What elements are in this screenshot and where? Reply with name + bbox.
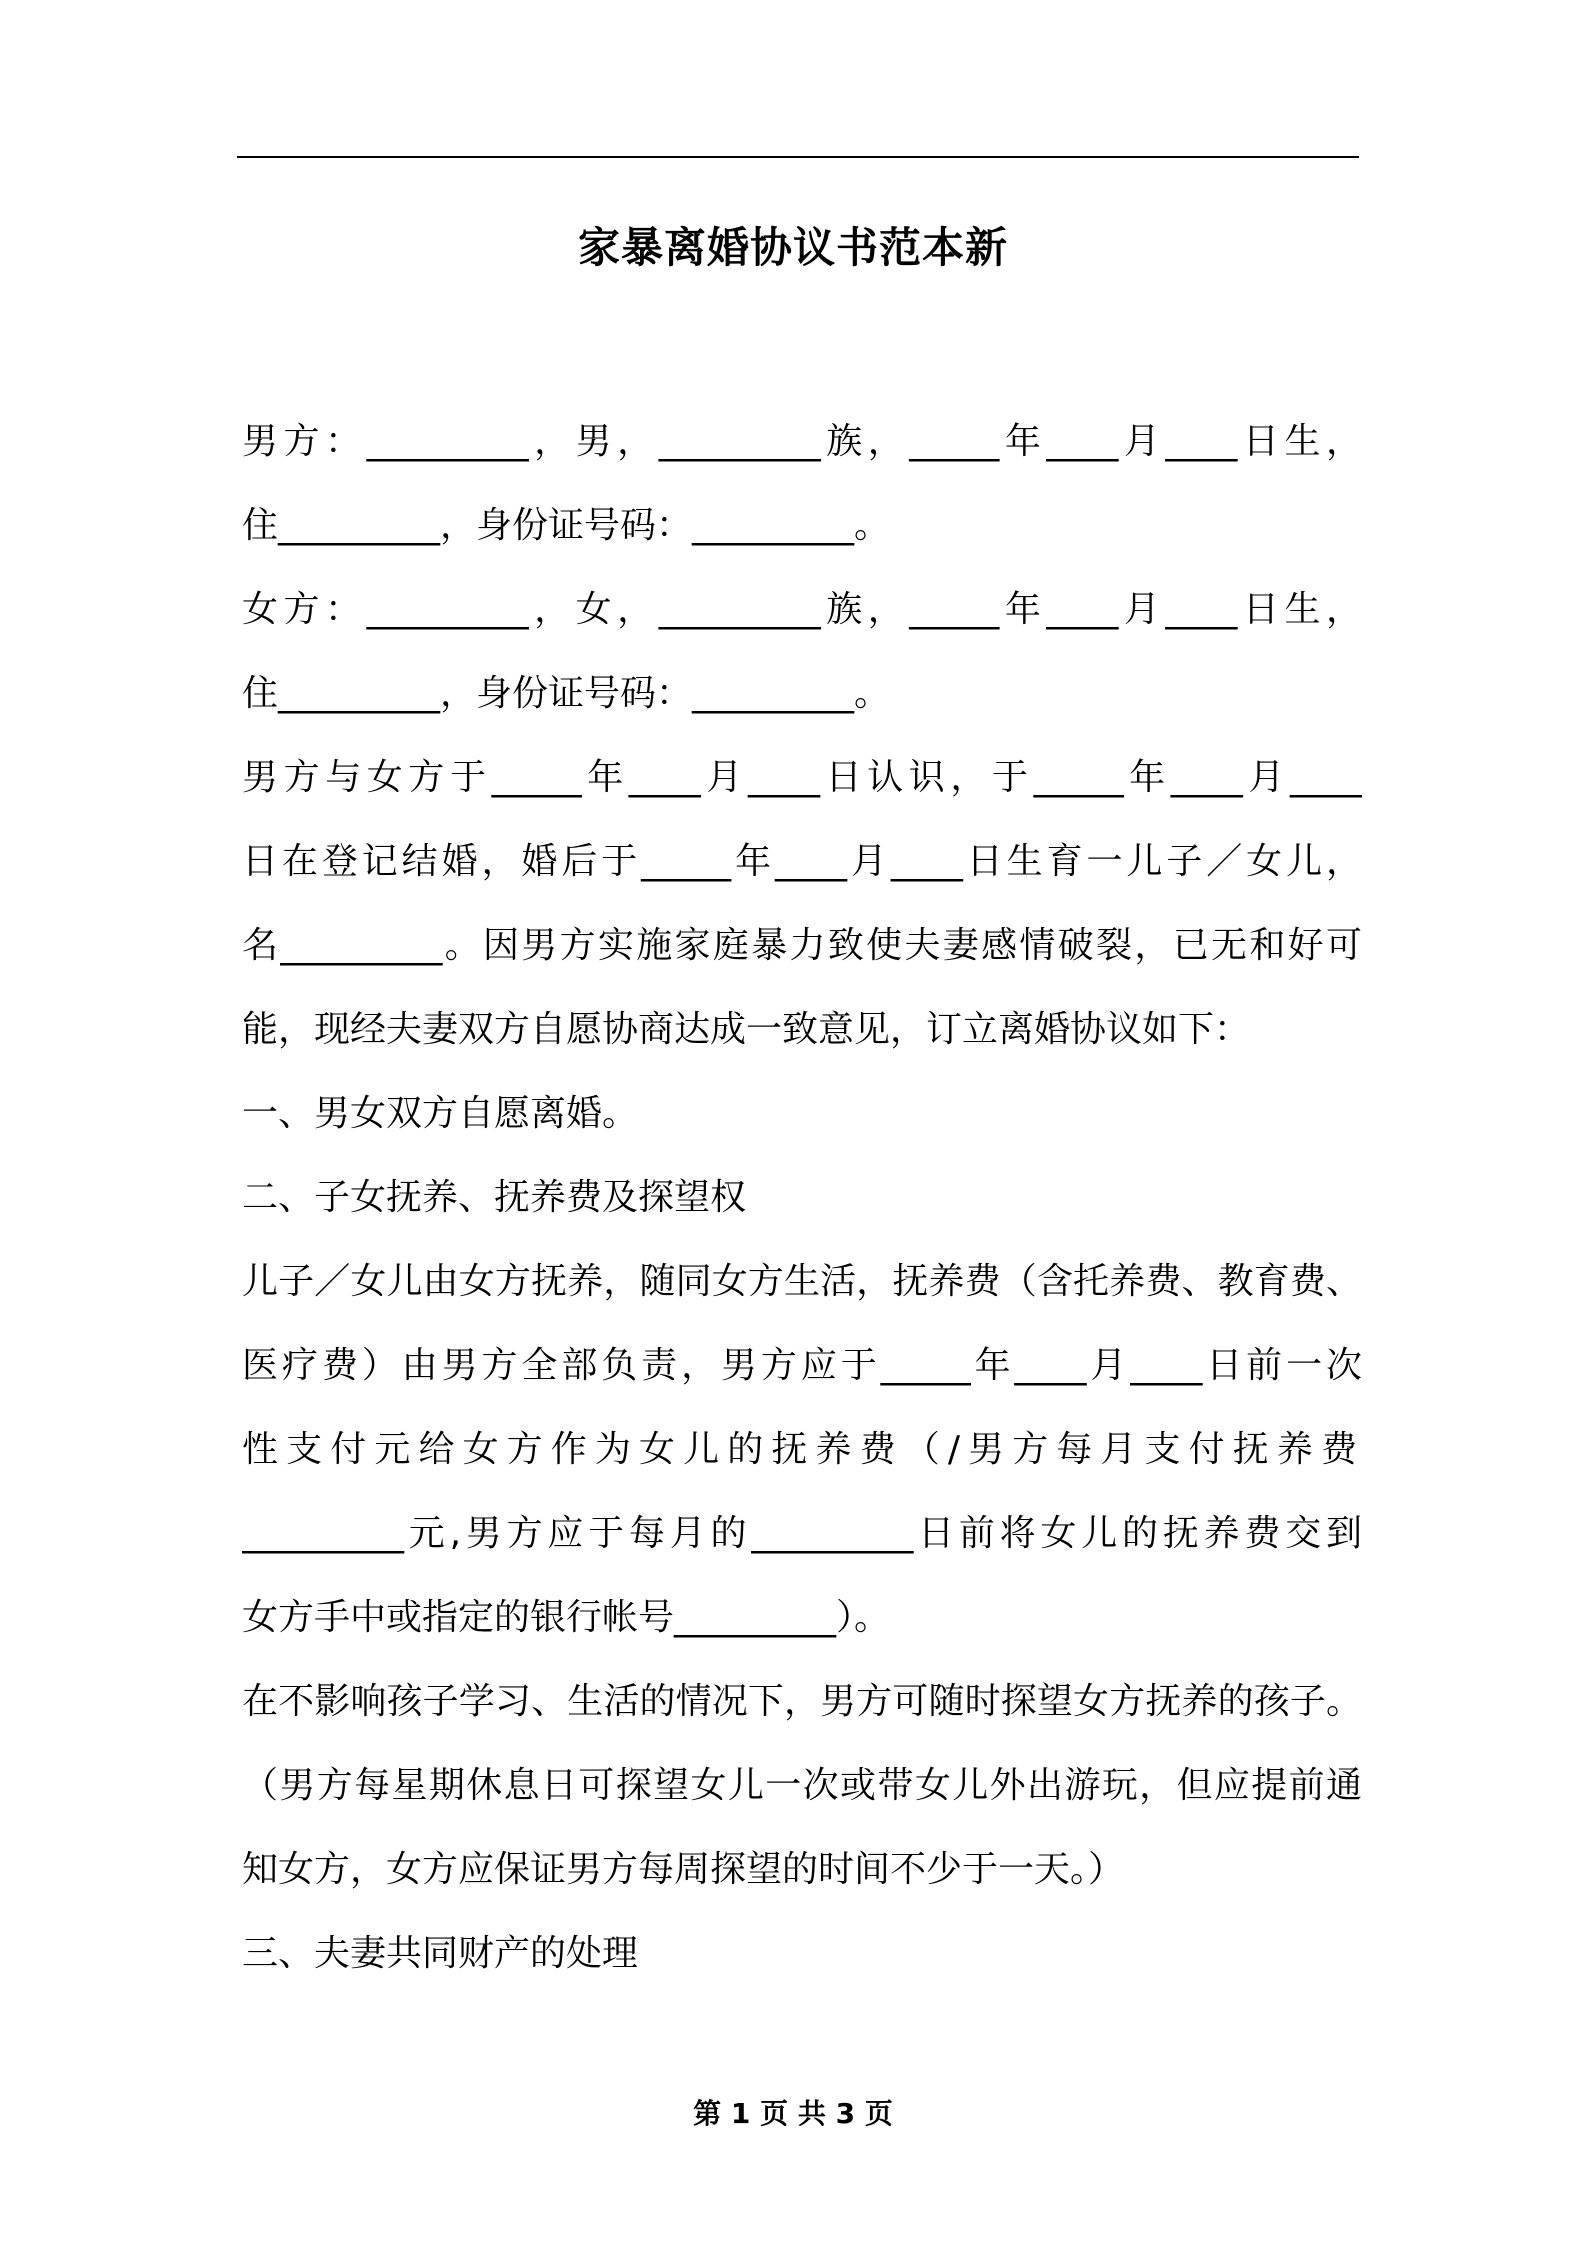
body-line: 女方：_________，女，_________族，_____年____月____日生， [242,589,1362,630]
body-line: 日在登记结婚，婚后于_____年____月____日生育一儿子／女儿， [242,841,1362,882]
body-line: _________元,男方应于每月的_________日前将女儿的抚养费交到 [242,1513,1362,1554]
body-line: （男方每星期休息日可探望女儿一次或带女儿外出游玩，但应提前通 [242,1765,1362,1806]
body-line: 男方：_________，男，_________族，_____年____月____日生， [242,421,1362,462]
section-heading: 一、男女双方自愿离婚。 [242,1093,639,1134]
body-line: 住_________，身份证号码：_________。 [242,673,891,714]
section-heading: 三、夫妻共同财产的处理 [242,1933,639,1974]
body-line: 儿子／女儿由女方抚养，随同女方生活，抚养费（含托养费、教育费、 [242,1261,1362,1302]
body-line: 住_________，身份证号码：_________。 [242,505,891,546]
body-line: 医疗费）由男方全部负责，男方应于_____年____月____日前一次 [242,1345,1362,1386]
section-heading: 二、子女抚养、抚养费及探望权 [242,1177,747,1218]
page-number: 第 1 页 共 3 页 [693,2097,893,2130]
body-line: 在不影响孩子学习、生活的情况下，男方可随时探望女方抚养的孩子。 [242,1681,1362,1722]
header-rule [237,156,1359,158]
body-line: 性支付元给女方作为女儿的抚养费（/男方每月支付抚养费 [242,1429,1362,1470]
body-line: 能，现经夫妻双方自愿协商达成一致意见，订立离婚协议如下： [242,1009,1251,1050]
body-line: 知女方，女方应保证男方每周探望的时间不少于一天。） [242,1849,1125,1890]
body-line: 名_________。因男方实施家庭暴力致使夫妻感情破裂，已无和好可 [242,925,1362,966]
document-body [242,400,1362,1996]
body-line: 女方手中或指定的银行帐号_________）。 [242,1597,891,1638]
document-title: 家暴离婚协议书范本新 [577,223,1008,272]
body-line: 男方与女方于_____年____月____日认识，于_____年____月____ [242,757,1362,798]
